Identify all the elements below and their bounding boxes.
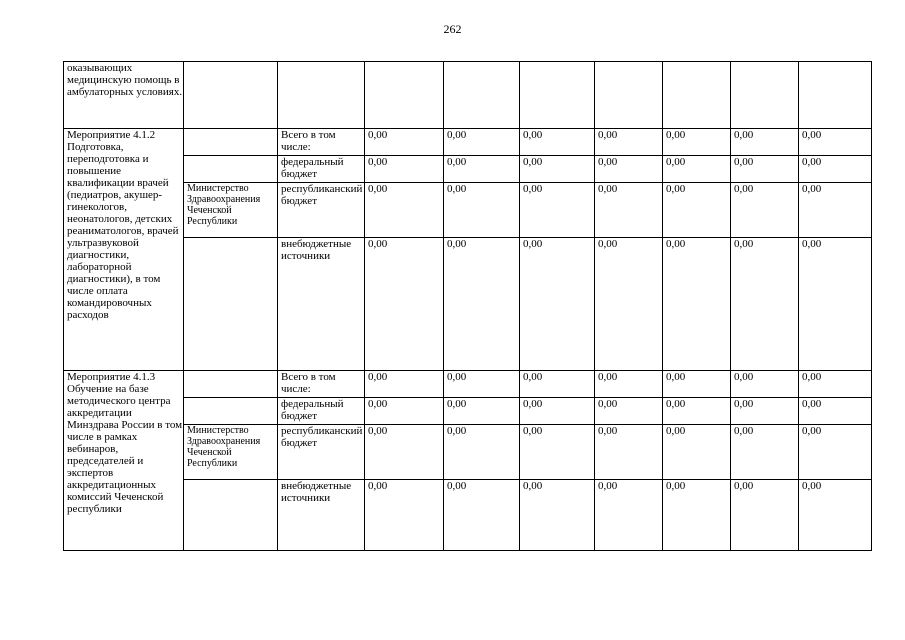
value-cell xyxy=(444,62,520,129)
value-cell: 0,00 xyxy=(365,156,444,183)
executor-cell xyxy=(184,480,278,551)
table-row xyxy=(64,129,872,156)
source-cell: Всего в том числе: xyxy=(278,371,365,398)
executor-cell xyxy=(184,62,278,129)
executor-cell xyxy=(184,129,278,156)
value-cell: 0,00 xyxy=(663,371,731,398)
value-cell: 0,00 xyxy=(799,129,872,156)
value-cell: 0,00 xyxy=(444,371,520,398)
source-cell: республиканский бюджет xyxy=(278,425,365,480)
value-cell: 0,00 xyxy=(799,238,872,371)
value-cell: 0,00 xyxy=(663,398,731,425)
value-cell: 0,00 xyxy=(799,480,872,551)
table-row xyxy=(64,425,872,480)
value-cell: 0,00 xyxy=(365,480,444,551)
value-cell: 0,00 xyxy=(731,129,799,156)
value-cell: 0,00 xyxy=(595,183,663,238)
value-cell: 0,00 xyxy=(595,425,663,480)
page-number: 262 xyxy=(443,22,462,36)
value-cell: 0,00 xyxy=(365,425,444,480)
value-cell: 0,00 xyxy=(595,480,663,551)
value-cell: 0,00 xyxy=(365,371,444,398)
value-cell: 0,00 xyxy=(595,371,663,398)
value-cell xyxy=(663,62,731,129)
executor-cell xyxy=(184,238,278,371)
table-row xyxy=(64,371,872,398)
executor-cell xyxy=(184,398,278,425)
table-row xyxy=(64,238,872,371)
table-row xyxy=(64,183,872,238)
value-cell: 0,00 xyxy=(365,129,444,156)
table-row xyxy=(64,480,872,551)
value-cell: 0,00 xyxy=(595,238,663,371)
value-cell: 0,00 xyxy=(731,398,799,425)
table-row xyxy=(64,398,872,425)
source-cell: республиканский бюджет xyxy=(278,183,365,238)
value-cell: 0,00 xyxy=(731,156,799,183)
value-cell: 0,00 xyxy=(444,480,520,551)
value-cell: 0,00 xyxy=(520,156,595,183)
value-cell: 0,00 xyxy=(520,238,595,371)
value-cell: 0,00 xyxy=(520,425,595,480)
value-cell: 0,00 xyxy=(365,398,444,425)
activity-cell: Мероприятие 4.1.2 Подготовка, переподготовка и повышение квалификации врачей (педиатров, акушер-гинекологов, неонатологов, детских реаниматологов, врачей ультразвуковой диагностики, лабораторной диагностики), в том числе оплата командировочных расходов xyxy=(64,129,184,371)
value-cell: 0,00 xyxy=(520,480,595,551)
value-cell: 0,00 xyxy=(731,183,799,238)
value-cell: 0,00 xyxy=(444,156,520,183)
activity-cell: Мероприятие 4.1.3 Обучение на базе методического центра аккредитации Минздрава России в том числе в рамках вебинаров, председателей и экспертов аккредитационных комиссий Чеченской республики xyxy=(64,371,184,551)
value-cell: 0,00 xyxy=(731,238,799,371)
source-cell xyxy=(278,62,365,129)
budget-table xyxy=(63,61,872,551)
value-cell xyxy=(731,62,799,129)
value-cell xyxy=(520,62,595,129)
value-cell: 0,00 xyxy=(799,425,872,480)
value-cell: 0,00 xyxy=(520,371,595,398)
table-body xyxy=(64,62,872,551)
value-cell: 0,00 xyxy=(799,398,872,425)
value-cell: 0,00 xyxy=(799,371,872,398)
value-cell: 0,00 xyxy=(520,183,595,238)
value-cell: 0,00 xyxy=(520,398,595,425)
value-cell: 0,00 xyxy=(595,156,663,183)
value-cell: 0,00 xyxy=(444,183,520,238)
value-cell: 0,00 xyxy=(663,129,731,156)
value-cell: 0,00 xyxy=(663,480,731,551)
executor-cell xyxy=(184,156,278,183)
value-cell: 0,00 xyxy=(595,129,663,156)
value-cell: 0,00 xyxy=(444,398,520,425)
activity-cell: оказывающих медицинскую помощь в амбулаторных условиях. xyxy=(64,62,184,129)
value-cell: 0,00 xyxy=(444,238,520,371)
value-cell: 0,00 xyxy=(799,156,872,183)
value-cell: 0,00 xyxy=(731,371,799,398)
value-cell: 0,00 xyxy=(731,480,799,551)
value-cell xyxy=(799,62,872,129)
executor-cell: Министерство Здравоохранения Чеченской Республики xyxy=(184,425,278,480)
source-cell: федеральный бюджет xyxy=(278,398,365,425)
value-cell: 0,00 xyxy=(365,183,444,238)
source-cell: федеральный бюджет xyxy=(278,156,365,183)
value-cell xyxy=(595,62,663,129)
value-cell: 0,00 xyxy=(520,129,595,156)
executor-cell xyxy=(184,371,278,398)
value-cell: 0,00 xyxy=(731,425,799,480)
value-cell: 0,00 xyxy=(444,129,520,156)
value-cell: 0,00 xyxy=(663,425,731,480)
source-cell: внебюджетные источники xyxy=(278,480,365,551)
value-cell: 0,00 xyxy=(663,183,731,238)
table-row xyxy=(64,62,872,129)
source-cell: внебюджетные источники xyxy=(278,238,365,371)
table-row xyxy=(64,156,872,183)
source-cell: Всего в том числе: xyxy=(278,129,365,156)
executor-cell: Министерство Здравоохранения Чеченской Республики xyxy=(184,183,278,238)
value-cell: 0,00 xyxy=(799,183,872,238)
value-cell xyxy=(365,62,444,129)
value-cell: 0,00 xyxy=(663,156,731,183)
value-cell: 0,00 xyxy=(595,398,663,425)
value-cell: 0,00 xyxy=(663,238,731,371)
value-cell: 0,00 xyxy=(365,238,444,371)
value-cell: 0,00 xyxy=(444,425,520,480)
